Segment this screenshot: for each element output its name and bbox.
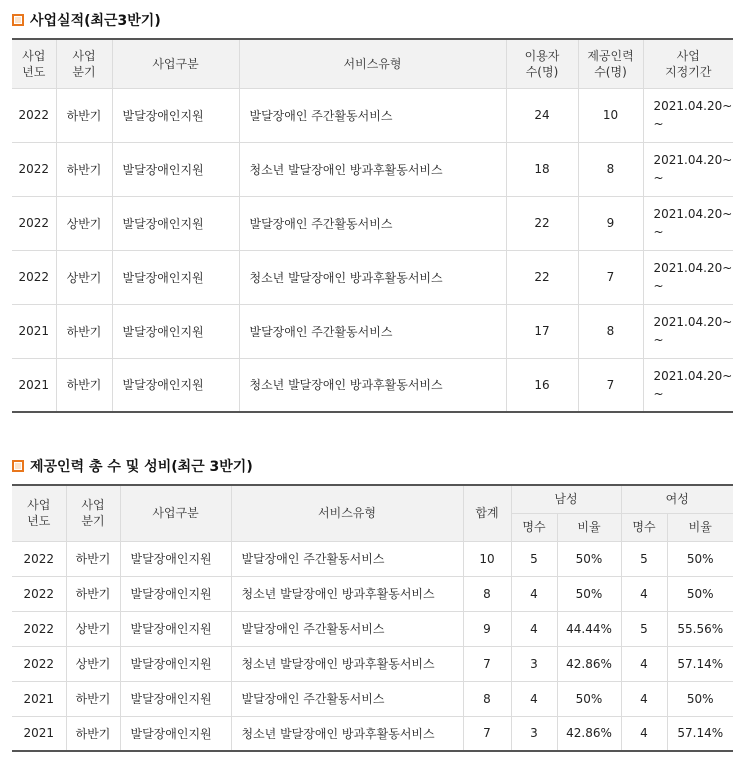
cell-female-count: 4 <box>621 576 667 611</box>
cell-male-ratio: 44.44% <box>557 611 621 646</box>
cell-year: 2021 <box>12 358 56 412</box>
cell-service: 발달장애인 주간활동서비스 <box>239 196 506 250</box>
cell-service: 청소년 발달장애인 방과후활동서비스 <box>231 576 463 611</box>
header-male-ratio: 비율 <box>557 513 621 541</box>
cell-male-count: 4 <box>511 611 557 646</box>
cell-female-count: 5 <box>621 611 667 646</box>
cell-male-count: 3 <box>511 646 557 681</box>
header-type: 사업구분 <box>120 485 231 541</box>
header-year: 사업 년도 <box>12 485 66 541</box>
header-total: 합계 <box>463 485 511 541</box>
cell-users: 22 <box>506 196 578 250</box>
cell-male-count: 4 <box>511 681 557 716</box>
cell-year: 2021 <box>12 681 66 716</box>
cell-male-count: 3 <box>511 716 557 751</box>
cell-male-ratio: 42.86% <box>557 716 621 751</box>
header-male-count: 명수 <box>511 513 557 541</box>
header-service: 서비스유형 <box>231 485 463 541</box>
table-row <box>12 142 733 196</box>
cell-service: 청소년 발달장애인 방과후활동서비스 <box>239 142 506 196</box>
cell-type: 발달장애인지원 <box>112 250 239 304</box>
cell-year: 2022 <box>12 611 66 646</box>
table-header-row <box>12 485 733 513</box>
cell-female-count: 5 <box>621 541 667 576</box>
staff-gender-table <box>12 484 733 752</box>
cell-half: 하반기 <box>66 716 120 751</box>
cell-half: 상반기 <box>56 250 112 304</box>
cell-period: 2021.04.20~ ~ <box>643 142 733 196</box>
table-header-row <box>12 39 733 88</box>
cell-period: 2021.04.20~ ~ <box>643 304 733 358</box>
table-row <box>12 304 733 358</box>
cell-service: 청소년 발달장애인 방과후활동서비스 <box>231 646 463 681</box>
orange-square-icon <box>12 14 24 26</box>
cell-female-ratio: 57.14% <box>667 716 733 751</box>
table-row <box>12 358 733 412</box>
cell-half: 하반기 <box>56 304 112 358</box>
section-title-staff-gender <box>12 456 253 476</box>
table-row <box>12 681 733 716</box>
cell-service: 발달장애인 주간활동서비스 <box>231 611 463 646</box>
cell-type: 발달장애인지원 <box>112 358 239 412</box>
table-row <box>12 196 733 250</box>
cell-total: 8 <box>463 681 511 716</box>
cell-type: 발달장애인지원 <box>112 196 239 250</box>
cell-male-count: 5 <box>511 541 557 576</box>
cell-type: 발달장애인지원 <box>120 646 231 681</box>
cell-year: 2021 <box>12 304 56 358</box>
cell-staff: 8 <box>578 304 643 358</box>
cell-half: 하반기 <box>66 541 120 576</box>
cell-type: 발달장애인지원 <box>112 142 239 196</box>
header-users: 이용자 수(명) <box>506 39 578 88</box>
cell-type: 발달장애인지원 <box>120 611 231 646</box>
cell-half: 하반기 <box>56 88 112 142</box>
header-type: 사업구분 <box>112 39 239 88</box>
table-row <box>12 576 733 611</box>
cell-type: 발달장애인지원 <box>112 88 239 142</box>
cell-half: 상반기 <box>66 611 120 646</box>
cell-year: 2022 <box>12 88 56 142</box>
cell-users: 16 <box>506 358 578 412</box>
cell-year: 2022 <box>12 541 66 576</box>
cell-total: 7 <box>463 716 511 751</box>
cell-female-ratio: 57.14% <box>667 646 733 681</box>
cell-year: 2022 <box>12 142 56 196</box>
cell-type: 발달장애인지원 <box>112 304 239 358</box>
header-half: 사업 분기 <box>56 39 112 88</box>
header-female-ratio: 비율 <box>667 513 733 541</box>
cell-total: 7 <box>463 646 511 681</box>
cell-male-ratio: 50% <box>557 541 621 576</box>
table-row <box>12 646 733 681</box>
cell-type: 발달장애인지원 <box>120 681 231 716</box>
table-row <box>12 541 733 576</box>
section-title-business-results <box>12 10 161 30</box>
header-staff: 제공인력 수(명) <box>578 39 643 88</box>
cell-female-count: 4 <box>621 716 667 751</box>
cell-male-ratio: 50% <box>557 576 621 611</box>
cell-service: 발달장애인 주간활동서비스 <box>231 541 463 576</box>
cell-service: 청소년 발달장애인 방과후활동서비스 <box>239 358 506 412</box>
cell-type: 발달장애인지원 <box>120 576 231 611</box>
header-female: 여성 <box>621 485 733 513</box>
cell-type: 발달장애인지원 <box>120 541 231 576</box>
cell-year: 2021 <box>12 716 66 751</box>
cell-half: 하반기 <box>56 142 112 196</box>
cell-female-ratio: 50% <box>667 576 733 611</box>
cell-year: 2022 <box>12 576 66 611</box>
header-male: 남성 <box>511 485 621 513</box>
cell-period: 2021.04.20~ ~ <box>643 358 733 412</box>
business-results-table <box>12 38 733 413</box>
cell-users: 17 <box>506 304 578 358</box>
cell-total: 8 <box>463 576 511 611</box>
cell-female-ratio: 50% <box>667 541 733 576</box>
cell-service: 청소년 발달장애인 방과후활동서비스 <box>239 250 506 304</box>
cell-users: 22 <box>506 250 578 304</box>
section-title-text: 제공인력 총 수 및 성비(최근 3반기) <box>30 459 253 475</box>
cell-male-ratio: 42.86% <box>557 646 621 681</box>
header-year: 사업 년도 <box>12 39 56 88</box>
cell-staff: 9 <box>578 196 643 250</box>
header-female-count: 명수 <box>621 513 667 541</box>
cell-total: 10 <box>463 541 511 576</box>
cell-total: 9 <box>463 611 511 646</box>
cell-half: 상반기 <box>66 646 120 681</box>
table-row <box>12 611 733 646</box>
cell-staff: 8 <box>578 142 643 196</box>
cell-service: 발달장애인 주간활동서비스 <box>239 88 506 142</box>
cell-half: 하반기 <box>66 681 120 716</box>
orange-square-icon <box>12 460 24 472</box>
table-row <box>12 716 733 751</box>
cell-year: 2022 <box>12 250 56 304</box>
header-service: 서비스유형 <box>239 39 506 88</box>
table-row <box>12 88 733 142</box>
header-half: 사업 분기 <box>66 485 120 541</box>
cell-female-ratio: 50% <box>667 681 733 716</box>
cell-type: 발달장애인지원 <box>120 716 231 751</box>
cell-service: 청소년 발달장애인 방과후활동서비스 <box>231 716 463 751</box>
cell-year: 2022 <box>12 646 66 681</box>
cell-service: 발달장애인 주간활동서비스 <box>231 681 463 716</box>
cell-male-count: 4 <box>511 576 557 611</box>
header-period: 사업 지정기간 <box>643 39 733 88</box>
cell-female-ratio: 55.56% <box>667 611 733 646</box>
cell-female-count: 4 <box>621 646 667 681</box>
table-row <box>12 250 733 304</box>
cell-half: 하반기 <box>56 358 112 412</box>
cell-period: 2021.04.20~ ~ <box>643 88 733 142</box>
cell-staff: 7 <box>578 358 643 412</box>
section-title-text: 사업실적(최근3반기) <box>30 13 161 29</box>
cell-users: 24 <box>506 88 578 142</box>
cell-year: 2022 <box>12 196 56 250</box>
cell-staff: 10 <box>578 88 643 142</box>
cell-period: 2021.04.20~ ~ <box>643 250 733 304</box>
cell-half: 하반기 <box>66 576 120 611</box>
cell-service: 발달장애인 주간활동서비스 <box>239 304 506 358</box>
cell-users: 18 <box>506 142 578 196</box>
cell-half: 상반기 <box>56 196 112 250</box>
cell-staff: 7 <box>578 250 643 304</box>
cell-female-count: 4 <box>621 681 667 716</box>
cell-male-ratio: 50% <box>557 681 621 716</box>
cell-period: 2021.04.20~ ~ <box>643 196 733 250</box>
